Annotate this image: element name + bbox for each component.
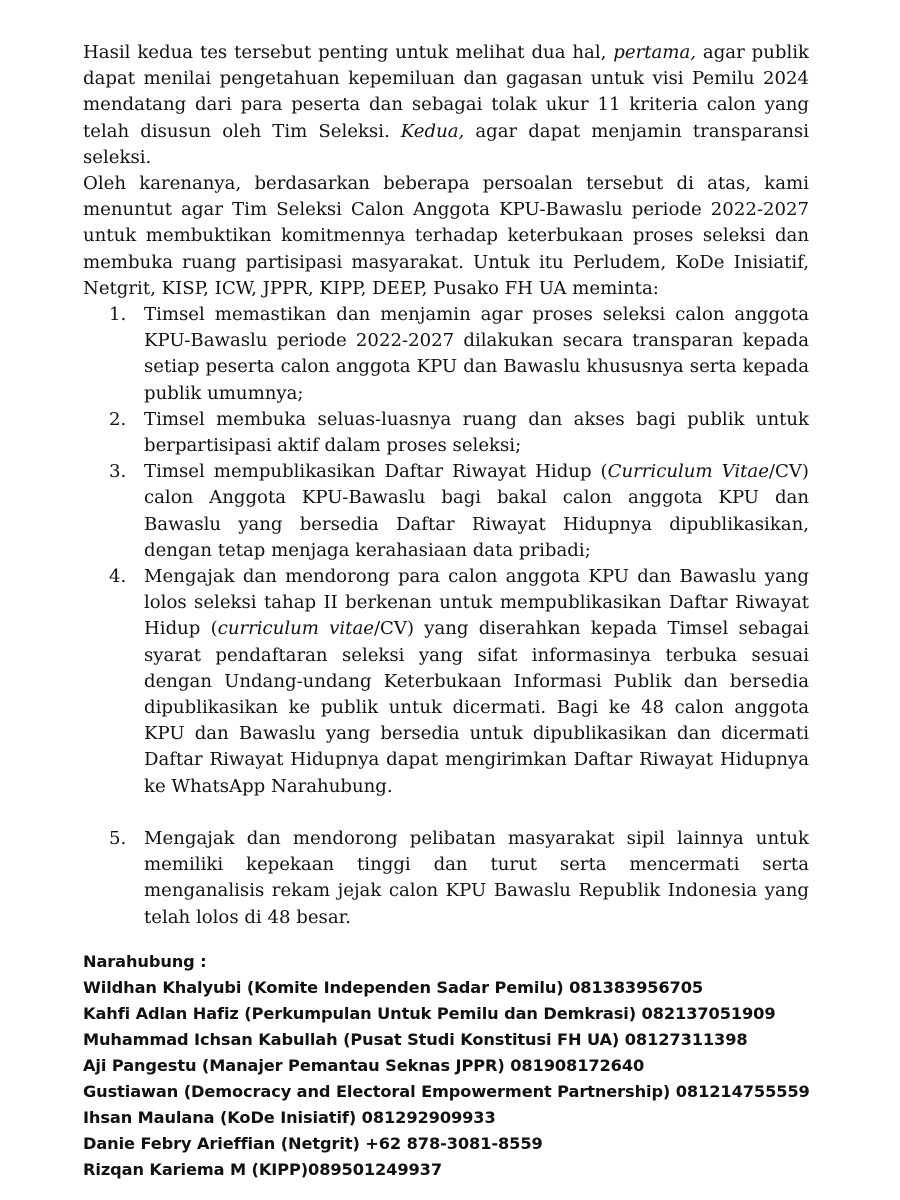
contact-line: Aji Pangestu (Manajer Pemantau Seknas JPPR) 081908172640 — [83, 1056, 645, 1076]
paragraph-1-italic-pertama: pertama, — [613, 42, 696, 63]
paragraph-1-italic-kedua: Kedua, — [400, 120, 465, 142]
demand-text: Timsel memastikan dan menjamin agar proses seleksi calon anggota KPU-Bawaslu periode 2022-2027 dilakukan secara transparan kepada setiap peserta calon anggota KPU dan Bawaslu khususnya serta kepada publik umumnya; — [144, 304, 809, 404]
demands-list — [83, 302, 809, 931]
demand-text-c: /CV) calon Anggota KPU-Bawaslu bagi bakal calon anggota KPU dan Bawaslu yang bersedia Daftar Riwayat Hidupnya dipublikasikan, dengan tetap menjaga kerahasiaan data pribadi; — [144, 461, 809, 561]
contacts-heading: Narahubung : — [83, 951, 207, 971]
demand-item-1 — [83, 302, 809, 407]
demand-text-c: /CV) yang diserahkan kepada Timsel sebagai syarat pendaftaran seleksi yang sifat informasinya terbuka sesuai dengan Undang-undang Keterbukaan Informasi Publik dan bersedia dipublikasikan ke publik untuk dicermati. Bagi ke 48 calon anggota KPU dan Bawaslu yang bersedia untuk dipublikasikan dan dicermati Daftar Riwayat Hidupnya dapat mengirimkan Daftar Riwayat Hidupnya ke WhatsApp Narahubung. — [144, 618, 809, 797]
demand-text-italic: Curriculum Vitae — [607, 461, 769, 483]
demand-item-4 — [83, 564, 809, 800]
contact-line: Kahfi Adlan Hafiz (Perkumpulan Untuk Pemilu dan Demkrasi) 082137051909 — [83, 1003, 776, 1023]
demand-item-5 — [83, 826, 809, 931]
paragraph-1-text-a: Hasil kedua tes tersebut penting untuk melihat dua hal, — [83, 42, 614, 63]
contact-line: Muhammad Ichsan Kabullah (Pusat Studi Konstitusi FH UA) 08127311398 — [83, 1029, 748, 1049]
contact-line: Gustiawan (Democracy and Electoral Empowerment Partnership) 081214755559 — [83, 1082, 810, 1102]
contact-line: Danie Febry Arieffian (Netgrit) +62 878-3081-8559 — [83, 1134, 543, 1154]
demand-text: Timsel membuka seluas-luasnya ruang dan akses bagi publik untuk berpartisipasi aktif dalam proses seleksi; — [144, 408, 809, 457]
demand-number: 1. — [109, 304, 127, 326]
contacts-section — [83, 949, 809, 1184]
paragraph-1-text-e: agar dapat menjamin transparansi seleksi. — [83, 120, 809, 168]
paragraph-test-results — [83, 40, 809, 171]
document-page — [83, 40, 809, 1184]
contact-line: Wildhan Khalyubi (Komite Independen Sadar Pemilu) 081383956705 — [83, 977, 704, 997]
demand-number: 3. — [109, 461, 127, 483]
demand-item-2 — [83, 407, 809, 459]
demand-text-a: Timsel mempublikasikan Daftar Riwayat Hidup ( — [144, 461, 608, 483]
demand-text-a: Mengajak dan mendorong para calon anggota KPU dan Bawaslu yang lolos seleksi tahap II berkenan untuk mempublikasikan Daftar Riwayat Hidup ( — [144, 566, 809, 640]
demand-number: 5. — [109, 827, 127, 849]
demand-number: 2. — [109, 408, 127, 430]
paragraph-demands-intro: Oleh karenanya, berdasarkan beberapa persoalan tersebut di atas, kami menuntut agar Tim Seleksi Calon Anggota KPU-Bawaslu periode 2022-2027 untuk membuktikan komitmennya terhadap keterbukaan proses seleksi dan membuka ruang partisipasi masyarakat. Untuk itu Perludem, KoDe Inisiatif, Netgrit, KISP, ICW, JPPR, KIPP, DEEP, Pusako FH UA meminta: — [83, 173, 809, 299]
paragraph-1-text-c: agar publik dapat menilai pengetahuan kepemiluan dan gagasan untuk visi Pemilu 2024 mendatang dari para peserta dan sebagai tolak ukur 11 kriteria calon yang telah disusun oleh Tim Seleksi. — [83, 42, 809, 142]
contact-line: Ihsan Maulana (KoDe Inisiatif) 081292909933 — [83, 1108, 496, 1128]
contact-line: Rizqan Kariema M (KIPP)089501249937 — [83, 1160, 443, 1180]
demand-number: 4. — [109, 566, 127, 588]
demand-text: Mengajak dan mendorong pelibatan masyarakat sipil lainnya untuk memiliki kepekaan tinggi dan turut serta mencermati serta menganalisis rekam jejak calon KPU Bawaslu Republik Indonesia yang telah lolos di 48 besar. — [144, 827, 809, 928]
demand-item-3 — [83, 459, 809, 564]
demand-text-italic: curriculum vitae — [217, 618, 374, 640]
